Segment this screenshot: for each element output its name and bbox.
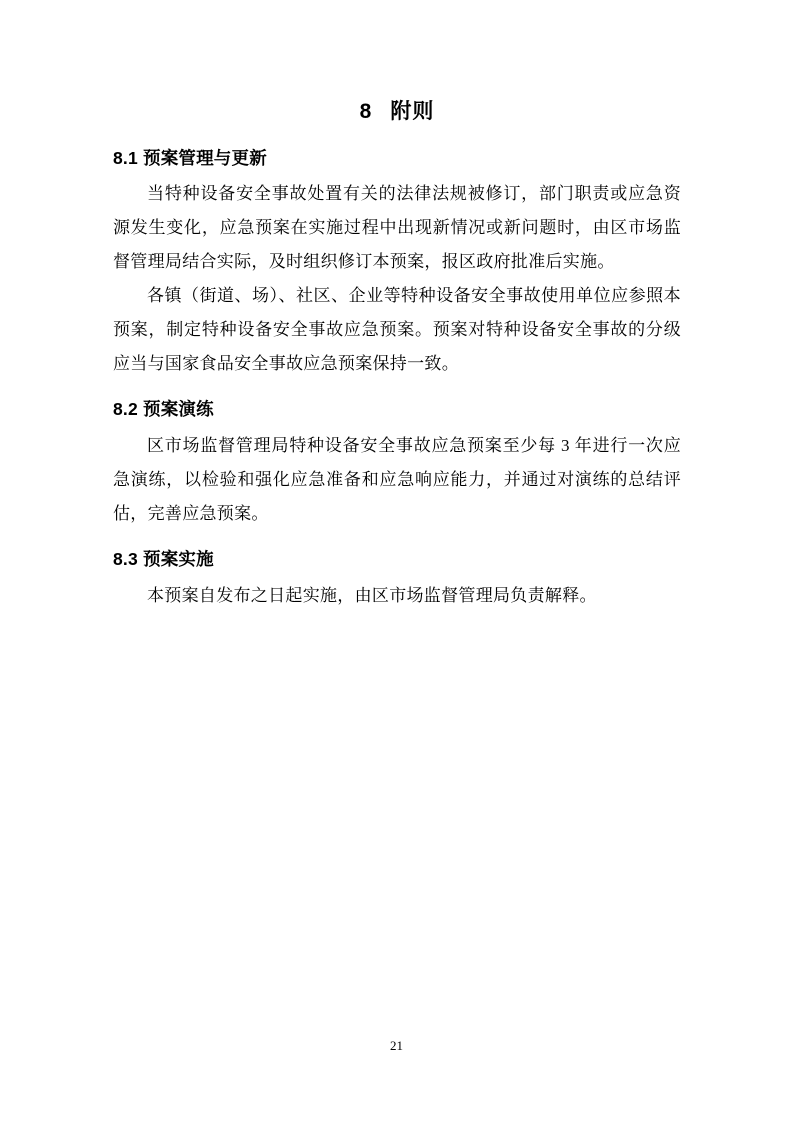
page-title <box>113 96 681 128</box>
paragraph-8-3-1: 本预案自发布之日起实施，由区市场监督管理局负责解释。 <box>147 585 597 605</box>
section-heading-8-3: 8.3 预案实施 <box>113 549 214 569</box>
paragraph-8-1-2: 各镇（街道、场）、社区、企业等特种设备安全事故使用单位应参照本预案，制定特种设备安全事故应急预案。预案对特种设备安全事故的分级应当与国家食品安全事故应急预案保持一致。 <box>113 286 681 374</box>
paragraph-8-2-1: 区市场监督管理局特种设备安全事故应急预案至少每 3 年进行一次应急演练，以检验和强化应急准备和应急响应能力，并通过对演练的总结评估，完善应急预案。 <box>113 436 681 523</box>
page-title-number: 8 <box>359 100 373 123</box>
section-heading-8-2: 8.2 预案演练 <box>113 399 214 420</box>
page-number: 21 <box>390 1038 403 1053</box>
page-title-text: 附则 <box>390 100 435 123</box>
document-body <box>113 96 681 613</box>
paragraph-8-1-1: 当特种设备安全事故处置有关的法律法规被修订，部门职责或应急资源发生变化，应急预案在实施过程中出现新情况或新问题时，由区市场监督管理局结合实际，及时组织修订本预案，报区政府批准后实施。 <box>113 184 681 272</box>
section-heading-8-1: 8.1 预案管理与更新 <box>113 147 267 168</box>
